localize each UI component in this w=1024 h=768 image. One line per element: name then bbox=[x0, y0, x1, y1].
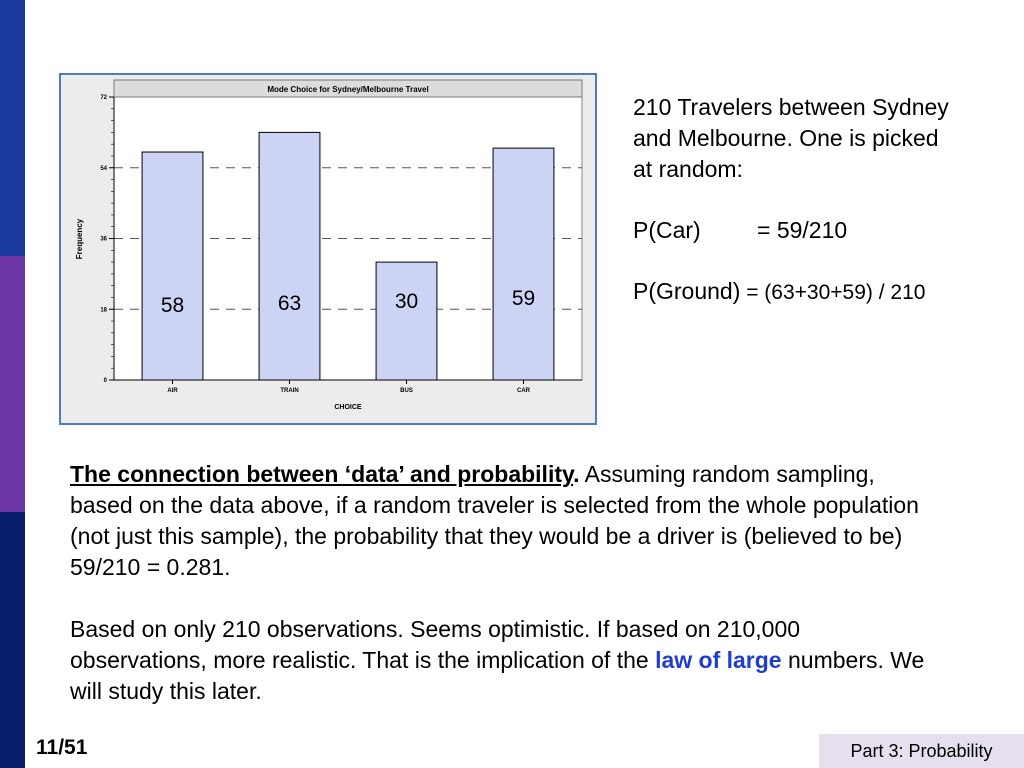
sidebar-stripe-middle bbox=[0, 256, 25, 512]
bar-value-label: 30 bbox=[394, 290, 419, 313]
page-number: 11/51 bbox=[36, 736, 88, 759]
sidebar-stripe-bottom bbox=[0, 512, 25, 768]
bar-bus bbox=[376, 262, 437, 380]
y-tick-label: 36 bbox=[100, 236, 107, 243]
paragraph-1 bbox=[70, 459, 940, 583]
paragraph-2-start: Based on only 210 observations. Seems optimistic. If based on 210,000 observations, more realistic. That is the implication of the bbox=[70, 616, 801, 673]
intro-line-2: and Melbourne. One is picked bbox=[633, 125, 939, 151]
explanation-text bbox=[70, 459, 940, 707]
section-heading: The connection between ‘data’ and probability bbox=[70, 461, 574, 487]
law-of-large-numbers-link[interactable]: law of large bbox=[655, 647, 782, 673]
x-tick-label: CAR bbox=[517, 388, 530, 394]
bar-air bbox=[142, 152, 203, 380]
paragraph-1-text: Assuming random sampling, based on the data above, if a random traveler is selected from the whole population (not just this sample), the probability that they would be a driver is (believed to be) 59/210 = 0.281. bbox=[70, 461, 919, 580]
x-axis-label: CHOICE bbox=[334, 404, 362, 411]
bar-car bbox=[493, 148, 554, 380]
x-tick-label: BUS bbox=[400, 388, 413, 394]
bar-value-label: 59 bbox=[511, 287, 536, 310]
chart-frame bbox=[59, 73, 597, 425]
bar-train bbox=[259, 132, 320, 380]
probability-summary bbox=[633, 92, 1013, 308]
paragraph-2-end: numbers. We will study this later. bbox=[70, 647, 925, 704]
p-ground-value: = (63+30+59) / 210 bbox=[740, 281, 926, 304]
y-axis-label: Frequency bbox=[75, 218, 84, 260]
chart-title: Mode Choice for Sydney/Melbourne Travel bbox=[267, 85, 429, 94]
section-label: Part 3: Probability bbox=[819, 734, 1024, 768]
p-car-label: P(Car) bbox=[633, 217, 701, 243]
y-tick-label: 0 bbox=[103, 378, 107, 384]
bar-value-label: 63 bbox=[277, 292, 302, 315]
p-car-value: = 59/210 bbox=[757, 217, 848, 243]
bar-value-label: 58 bbox=[160, 294, 185, 317]
x-tick-label: AIR bbox=[167, 388, 178, 394]
p-ground-line bbox=[633, 276, 1013, 308]
y-tick-label: 54 bbox=[100, 165, 107, 172]
p-car-line bbox=[633, 215, 1013, 246]
bar-chart bbox=[61, 75, 595, 423]
x-tick-label: TRAIN bbox=[280, 388, 299, 394]
sidebar-stripe-top bbox=[0, 0, 25, 256]
intro-line-1: 210 Travelers between Sydney bbox=[633, 94, 949, 120]
paragraph-2 bbox=[70, 614, 940, 707]
y-tick-label: 18 bbox=[100, 307, 107, 314]
y-tick-label: 72 bbox=[100, 95, 107, 101]
p-ground-label: P(Ground) bbox=[633, 278, 741, 304]
heading-period: . bbox=[573, 461, 580, 487]
intro-line-3: at random: bbox=[633, 156, 743, 182]
